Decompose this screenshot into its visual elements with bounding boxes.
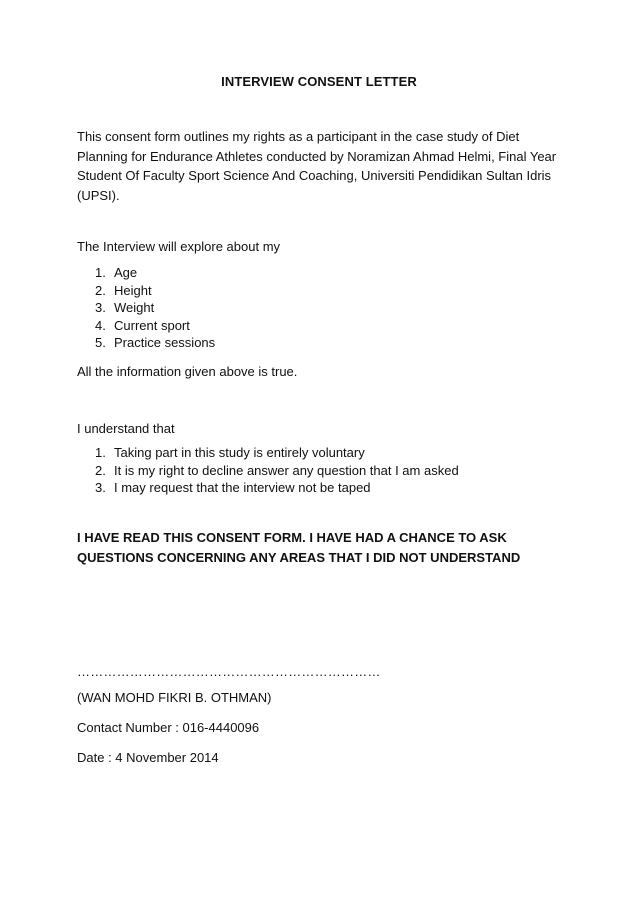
understand-heading: I understand that xyxy=(77,421,175,436)
list-number: 1. xyxy=(95,445,106,460)
signature-line: …………………………………………………………… xyxy=(77,664,381,679)
list-number: 4. xyxy=(95,317,106,333)
signatory-name: (WAN MOHD FIKRI B. OTHMAN) xyxy=(77,690,272,705)
topics-list xyxy=(77,264,215,352)
list-item xyxy=(77,282,215,300)
list-number: 2. xyxy=(95,462,106,478)
declaration-paragraph: I HAVE READ THIS CONSENT FORM. I HAVE HAD A CHANCE TO ASK QUESTIONS CONCERNING ANY AREAS THAT I DID NOT UNDERSTAND xyxy=(77,530,521,565)
list-item-text: It is my right to decline answer any question that I am asked xyxy=(114,462,459,478)
list-item xyxy=(77,479,459,497)
explore-heading: The Interview will explore about my xyxy=(77,239,281,254)
list-number: 1. xyxy=(95,265,106,280)
list-item xyxy=(77,299,215,317)
list-item-text: Practice sessions xyxy=(114,335,216,351)
list-number: 3. xyxy=(95,480,106,496)
list-item-text: Current sport xyxy=(114,317,190,333)
list-item xyxy=(77,444,459,462)
list-item xyxy=(77,462,459,480)
list-item xyxy=(77,334,215,352)
list-item xyxy=(77,264,215,282)
list-item-text: Weight xyxy=(114,300,155,316)
signing-date: Date : 4 November 2014 xyxy=(77,750,219,765)
truth-statement: All the information given above is true. xyxy=(77,364,298,379)
understand-list xyxy=(77,444,459,497)
page-title: INTERVIEW CONSENT LETTER xyxy=(221,74,417,89)
list-item-text: Age xyxy=(114,265,138,280)
list-item-text: Height xyxy=(114,282,152,298)
list-number: 3. xyxy=(95,300,106,316)
list-item-text: Taking part in this study is entirely voluntary xyxy=(114,445,365,460)
list-item-text: I may request that the interview not be taped xyxy=(114,480,371,496)
list-number: 5. xyxy=(95,335,106,351)
contact-number: Contact Number : 016-4440096 xyxy=(77,720,260,735)
list-item xyxy=(77,317,215,335)
list-number: 2. xyxy=(95,282,106,298)
intro-paragraph: This consent form outlines my rights as a participant in the case study of Diet Planning for Endurance Athletes conducted by Noramizan Ahmad Helmi, Final Year Student Of Faculty Sport Science And Coaching, Universiti Pendidikan Sultan Idris (UPSI). xyxy=(77,129,557,203)
